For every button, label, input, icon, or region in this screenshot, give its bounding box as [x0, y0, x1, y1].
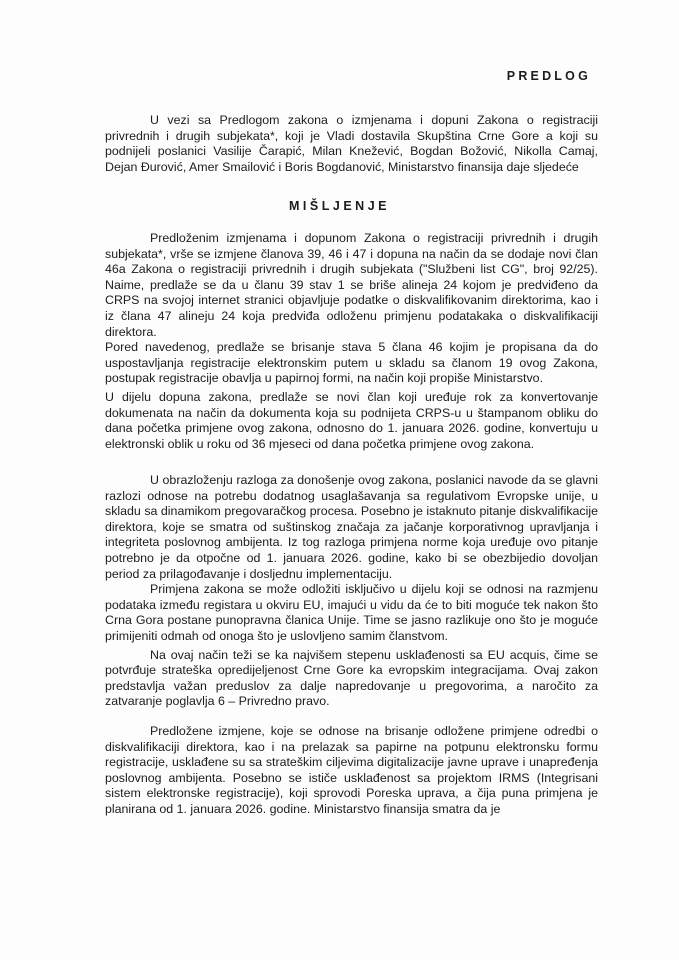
- intro-block: [105, 113, 598, 175]
- paragraph-s1-1: Predloženim izmjenama i dopunom Zakona o registraciji privrednih i drugih subjekata*, vrše se izmjene članova 39, 46 i 47 i dopuna na način da se dodaje novi član 46a Zakona o registraciji privrednih i drugih subjekata ("Službeni list CG", broj 92/25). Naime, predlaže se da u članu 39 stav 1 se briše alineja 24 kojom je predviđeno da CRPS na svojoj internet stranici objavljuje podatke o diskvalifikovanim direktorima, kao i iz člana 47 alineju 24 koja predviđa odloženu primjenu podatakaka o diskvalifikaciji direktora.: [105, 231, 598, 339]
- paragraph-s1-3: U dijelu dopuna zakona, predlaže se novi član koji uređuje rok za konvertovanje dokumenata na način da dokumenta koja su podnijeta CRPS-u u štampanom obliku do dana početka primjene ovog zakona, odnosno do 1. januara 2026. godine, konvertuju u elektronski oblik u roku od 36 mjeseci od dana početka primjene ovog zakona.: [105, 389, 598, 451]
- document-header: PREDLOG: [506, 69, 591, 83]
- paragraph-s1-2: Pored navedenog, predlaže se brisanje stava 5 člana 46 kojim je propisana da do uspostavljanja registracije elektronskim putem u skladu sa članom 19 ovog Zakona, postupak registracije obavlja u papirnoj formi, na način koji propiše Ministarstvo.: [105, 340, 598, 386]
- intro-paragraph: U vezi sa Predlogom zakona o izmjenama i dopuni Zakona o registraciji privrednih i drugih subjekata*, koji je Vladi dostavila Skupština Crne Gore a koji su podnijeli poslanici Vasilije Čarapić, Milan Knežević, Bogdan Božović, Nikolla Camaj, Dejan Đurović, Amer Smailović i Boris Bogdanović, Ministarstvo finansija daje sljedeće: [105, 113, 598, 174]
- section-2: [105, 473, 598, 710]
- paragraph-s2-2: Primjena zakona se može odložiti isključivo u dijelu koji se odnosi na razmjenu podataka između registara u okviru EU, imajući u vidu da će to biti moguće tek nakon što Crna Gora postane punopravna članica Unije. Time se jasno razlikuje ono što je moguće primijeniti odmah od onoga što je uslovljeno samim članstvom.: [105, 582, 598, 643]
- document-title: MIŠLJENJE: [289, 199, 390, 213]
- paragraph-s2-3: Na ovaj način teži se ka najvišem stepenu usklađenosti sa EU acquis, čime se potvrđuje strateška opredijeljenost Crne Gore ka evropskim integracijama. Ovaj zakon predstavlja važan preduslov za dalje napredovanje u pregovorima, a naročito za zatvaranje poglavlja 6 – Privredno pravo.: [105, 647, 598, 709]
- section-3: [105, 724, 598, 818]
- paragraph-s3-1: Predložene izmjene, koje se odnose na brisanje odložene primjene odredbi o diskvalifikaciji direktora, kao i na prelazak sa papirne na potpunu elektronsku formu registracije, usklađene su sa strateškim ciljevima digitalizacije javne uprave i unapređenja poslovnog ambijenta. Posebno se ističe usklađenost sa projektom IRMS (Integrisani sistem elektronske registracije), koji sprovodi Poreska uprava, a čija puna primjena je planirana od 1. januara 2026. godine. Ministarstvo finansija smatra da je: [105, 724, 598, 816]
- paragraph-s2-1: U obrazloženju razloga za donošenje ovog zakona, poslanici navode da se glavni razlozi odnose na potrebu dodatnog usaglašavanja sa regulativom Evropske unije, u skladu sa dinamikom pregovaračkog procesa. Posebno je istaknuto pitanje diskvalifikacije direktora, koje se smatra od suštinskog značaja za jačanje korporativnog upravljanja i integriteta poslovnog ambijenta. Iz tog razloga primjena norme koja uređuje ovo pitanje potrebno je da otpočne od 1. januara 2026. godine, kako bi se obezbijedio dovoljan period za prilagođavanje i dosljednu implementaciju.: [105, 473, 598, 581]
- section-1: [105, 231, 598, 452]
